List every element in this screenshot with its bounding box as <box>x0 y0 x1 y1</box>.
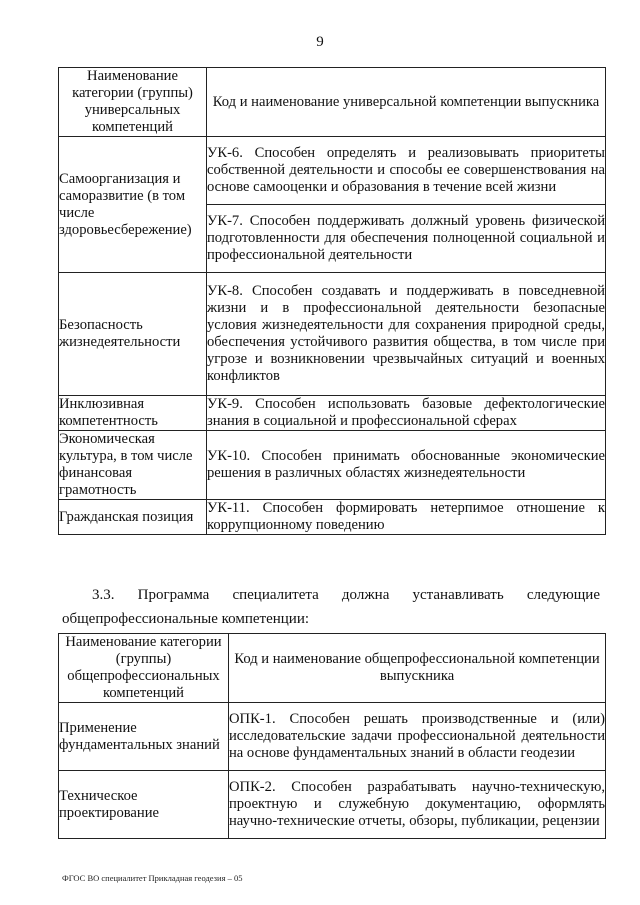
category-cell: Инклюзивная компетентность <box>59 396 207 431</box>
table-header-row <box>59 68 606 137</box>
category-cell: Экономическая культура, в том числе финансовая грамотность <box>59 431 207 500</box>
category-cell: Самоорганизация и саморазвитие (в том числе здоровьесбережение) <box>59 137 207 273</box>
competence-header: Код и наименование универсальной компетенции выпускника <box>207 68 606 137</box>
table-row <box>59 137 606 205</box>
general-professional-competences-table <box>58 633 606 839</box>
table-row <box>59 703 606 771</box>
footer: ФГОС ВО специалитет Прикладная геодезия – 05 <box>62 873 243 883</box>
table-row <box>59 431 606 500</box>
section-paragraph-line1: 3.3. Программа специалитета должна устанавливать следующие <box>92 587 600 603</box>
category-header: Наименование категории (группы) универсальных компетенций <box>59 68 207 137</box>
competence-cell: УК-10. Способен принимать обоснованные экономические решения в различных областях жизнедеятельности <box>207 431 606 500</box>
table-row <box>59 500 606 535</box>
competence-header: Код и наименование общепрофессиональной компетенции выпускника <box>229 634 606 703</box>
competence-cell: ОПК-1. Способен решать производственные и (или) исследовательские задачи профессиональной деятельности на основе фундаментальных знаний в области геодезии <box>229 703 606 771</box>
competence-cell: ОПК-2. Способен разрабатывать научно-техническую, проектную и служебную документацию, оформлять научно-технические отчеты, обзоры, публикации, рецензии <box>229 771 606 839</box>
page-number: 9 <box>316 34 324 50</box>
table-header-row <box>59 634 606 703</box>
category-cell: Безопасность жизнедеятельности <box>59 273 207 396</box>
section-paragraph-line2: общепрофессиональные компетенции: <box>62 611 310 627</box>
table-row <box>59 273 606 396</box>
table-row <box>59 396 606 431</box>
category-cell: Техническое проектирование <box>59 771 229 839</box>
table-row <box>59 771 606 839</box>
competence-cell: УК-6. Способен определять и реализовывать приоритеты собственной деятельности и способы ее совершенствования на основе самооценки и образования в течение всей жизни <box>207 137 606 205</box>
category-cell: Гражданская позиция <box>59 500 207 535</box>
competence-cell: УК-9. Способен использовать базовые дефектологические знания в социальной и профессиональной сферах <box>207 396 605 429</box>
competence-cell: УК-7. Способен поддерживать должный уровень физической подготовленности для обеспечения полноценной социальной и профессиональной деятельности <box>207 205 606 273</box>
category-cell: Применение фундаментальных знаний <box>59 703 229 771</box>
competence-cell: УК-11. Способен формировать нетерпимое отношение к коррупционному поведению <box>207 500 605 533</box>
universal-competences-table <box>58 67 606 535</box>
competence-cell: УК-8. Способен создавать и поддерживать в повседневной жизни и в профессиональной деятельности безопасные условия жизнедеятельности для сохранения природной среды, обеспечения устойчивого развития общества, в том числе при угрозе и возникновении чрезвычайных ситуаций и военных конфликтов <box>207 273 606 396</box>
category-header: Наименование категории (группы) общепрофессиональных компетенций <box>59 634 229 703</box>
